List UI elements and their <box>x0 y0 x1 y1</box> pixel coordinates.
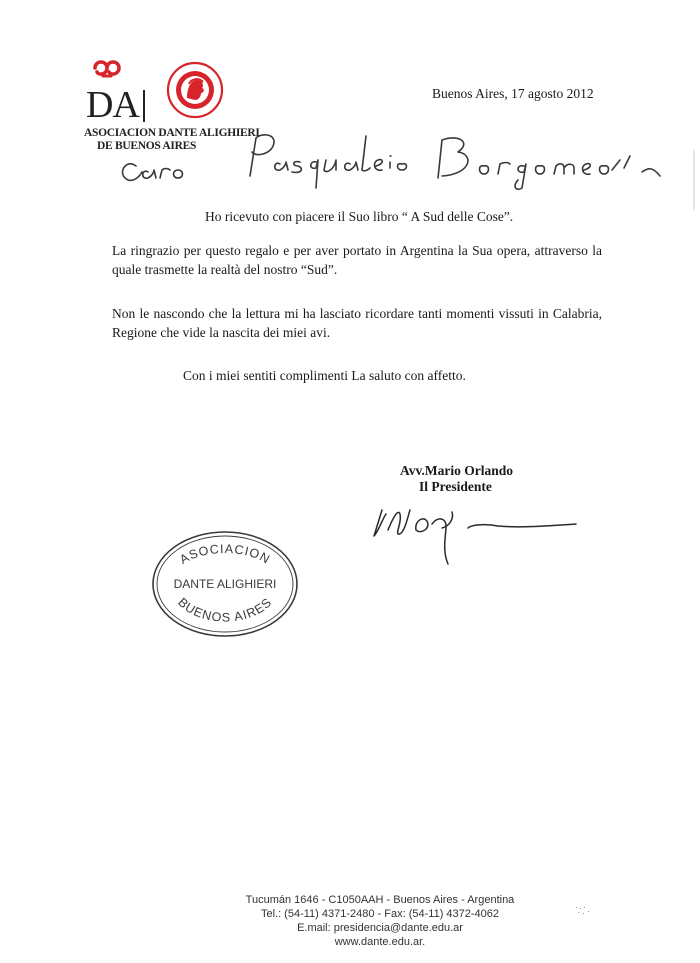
signatory-title: Il Presidente <box>419 479 492 494</box>
scan-specks <box>575 905 595 919</box>
scan-edge-mark <box>692 150 696 210</box>
svg-text:ASOCIACION <box>177 542 273 567</box>
handwritten-signature <box>368 480 583 570</box>
stamp-top-text: ASOCIACION <box>177 541 273 567</box>
stamp-middle-text: DANTE ALIGHIERI <box>173 577 277 591</box>
body-paragraph-2: La ringrazio per questo regalo e per aver portato in Argentina la Sua opera, attraverso la quale trasmette la realtà del nostro “Sud”. <box>112 243 602 277</box>
svg-text:BUENOS AIRES <box>175 595 275 625</box>
footer-website[interactable]: www.dante.edu.ar. <box>334 936 426 948</box>
body-paragraph-3: Non le nascondo che la lettura mi ha lasciato ricordare tanti momenti vissuti in Calabria, Regione che vide la nascita dei miei avi. <box>112 306 602 340</box>
body-paragraph-1: Ho ricevuto con piacere il Suo libro “ A Sud delle Cose”. <box>205 209 514 224</box>
stamp-bottom-text: BUENOS AIRES <box>175 595 275 625</box>
letterhead-footer <box>0 893 700 949</box>
signatory-name: Avv.Mario Orlando <box>400 463 513 478</box>
handwritten-salutation <box>112 116 672 196</box>
footer-address: Tucumán 1646 - C1050AAH - Buenos Aires - Argentina <box>245 894 515 906</box>
footer-email[interactable]: E.mail: presidencia@dante.edu.ar <box>297 922 463 934</box>
association-stamp <box>150 528 300 638</box>
logo-letters: DA <box>86 84 139 126</box>
org-name-line1: ASOCIACION DANTE ALIGHIERI <box>84 127 260 139</box>
org-name-line2: DE BUENOS AIRES <box>97 140 197 152</box>
footer-phones: Tel.: (54-11) 4371-2480 - Fax: (54-11) 4372-4062 <box>260 908 500 920</box>
body-paragraph-closing: Con i miei sentiti complimenti La saluto con affetto. <box>183 368 466 383</box>
letter-date: Buenos Aires, 17 agosto 2012 <box>432 86 594 101</box>
